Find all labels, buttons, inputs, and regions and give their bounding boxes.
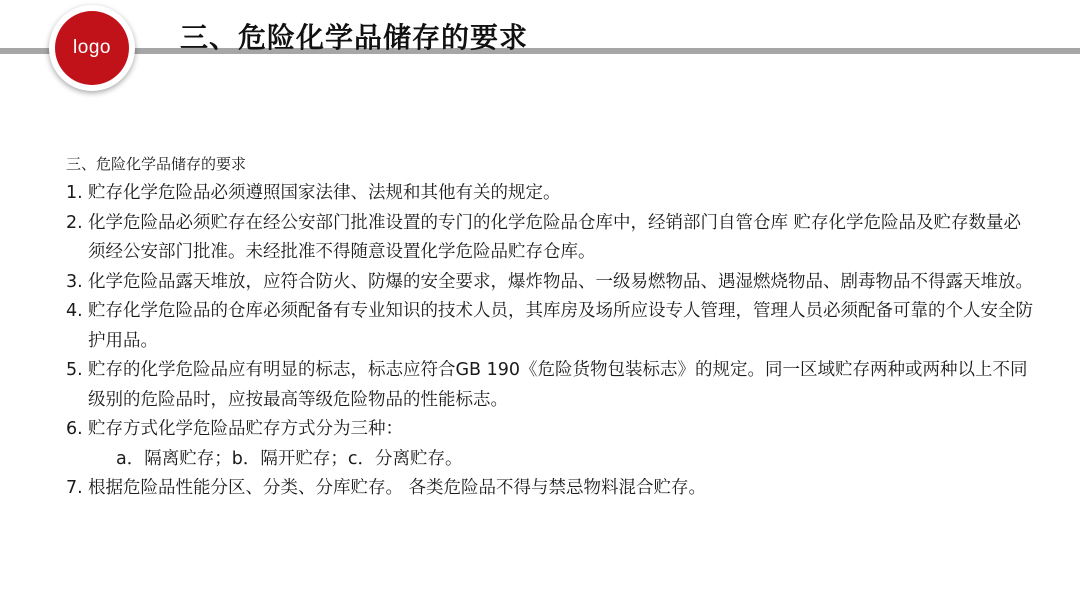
storage-methods-subitem: a．隔离贮存；b．隔开贮存；c．分离贮存。 [116,448,463,469]
logo-disc [55,11,129,85]
list-item [66,268,1034,298]
list-item-text: 化学危险品露天堆放，应符合防火、防爆的安全要求，爆炸物品、一级易燃物品、遇湿燃烧物品、剧毒物品不得露天堆放。 [88,271,1033,292]
list-item-number: 1. [66,183,83,203]
list-item-number: 7. [66,478,83,498]
list-item-text: 贮存的化学危险品应有明显的标志，标志应符合GB 190《危险货物包装标志》的规定。同一区域贮存两种或两种以上不同级别的危险品时，应按最高等级危险物品的性能标志。 [88,360,1028,410]
logo-badge [49,5,135,91]
list-item [66,356,1034,415]
list-item-number: 2. [66,212,83,233]
list-item-number: 5. [66,360,83,380]
list-item-number: 6. [66,419,83,439]
list-item-text: 根据危险品性能分区、分类、分库贮存。 各类危险品不得与禁忌物料混合贮存。 [88,478,707,498]
page-title: 三、危险化学品储存的要求 [180,21,529,54]
list-item [66,297,1034,356]
list-item-number: 3. [66,271,83,292]
list-item [66,474,1034,504]
content-body [66,153,1034,504]
list-item-text: 贮存化学危险品必须遵照国家法律、法规和其他有关的规定。 [88,183,561,203]
list-item-number: 4. [66,301,83,321]
list-item-text: 贮存化学危险品的仓库必须配备有专业知识的技术人员，其库房及场所应设专人管理，管理人员必须配备可靠的个人安全防护用品。 [88,301,1033,351]
list-item [66,179,1034,209]
header-divider-bar [0,48,1080,54]
list-item-text: 贮存方式化学危险品贮存方式分为三种： [88,419,403,439]
list-item [66,415,1034,445]
list-item-text: 化学危险品必须贮存在经公安部门批准设置的专门的化学危险品仓库中，经销部门自管仓库 贮存化学危险品及贮存数量必须经公安部门批准。未经批准不得随意设置化学危险品贮存仓库。 [88,212,1022,262]
logo-text: logo [73,37,111,58]
list-item [66,209,1034,268]
section-subheading: 三、危险化学品储存的要求 [66,155,247,173]
